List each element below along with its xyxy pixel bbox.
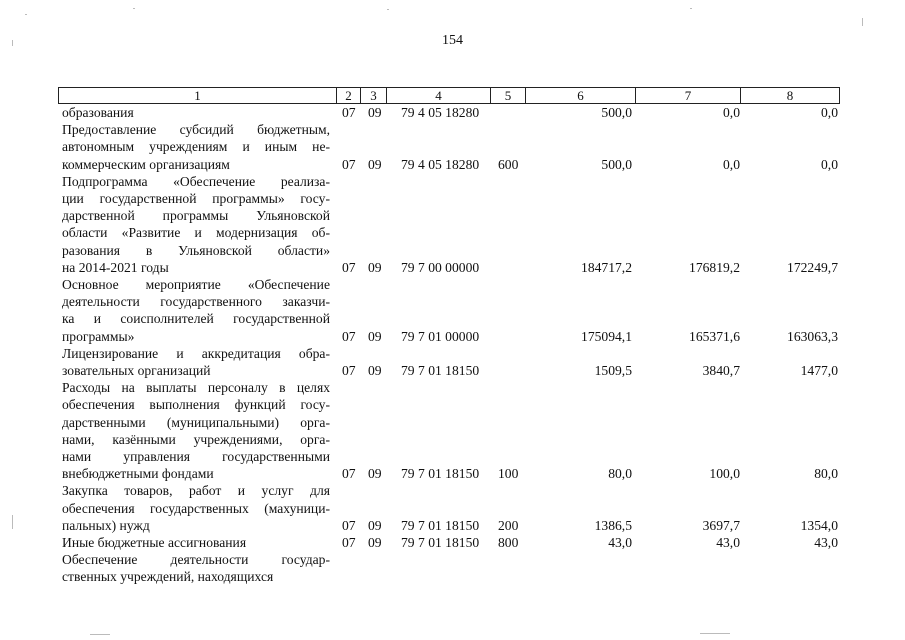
razdel-cell: 07 <box>342 156 356 172</box>
description-line: Иные бюджетные ассигнования <box>62 535 247 550</box>
row-description <box>62 379 330 482</box>
podrazdel-cell: 09 <box>368 466 382 482</box>
row-description <box>62 345 330 379</box>
description-line: области «Развитие и модернизация об- <box>62 225 330 241</box>
csr-cell: 79 7 01 00000 <box>401 328 480 344</box>
razdel-cell: 07 <box>342 363 356 379</box>
amount-2019-cell: 1509,5 <box>594 363 632 379</box>
amount-2020-cell: 0,0 <box>723 156 740 172</box>
amount-2020-cell: 165371,6 <box>689 328 740 344</box>
amount-2021-cell: 0,0 <box>821 156 838 172</box>
csr-cell: 79 7 01 18150 <box>401 363 480 379</box>
amount-2019-cell <box>540 569 632 586</box>
description-line: Основное мероприятие «Обеспечение <box>62 277 330 292</box>
vr-cell: 600 <box>498 156 519 172</box>
csr-cell: 79 7 01 18150 <box>401 517 480 533</box>
amount-2020-cell: 3840,7 <box>702 363 740 379</box>
csr-cell: 79 7 01 18150 <box>401 535 480 551</box>
header-col-6: 6 <box>525 88 635 103</box>
vr-cell <box>498 328 524 345</box>
csr-cell: 79 4 05 18280 <box>401 105 480 121</box>
page-number: 154 <box>442 33 463 48</box>
description-line: ка и соисполнителей государственной <box>62 311 330 327</box>
amount-2021-cell <box>748 569 838 586</box>
description-line: на 2014-2021 годы <box>62 259 169 275</box>
description-line: разования в Ульяновской области» <box>62 242 330 258</box>
amount-2020-cell: 100,0 <box>709 466 740 482</box>
description-line: дарственными (муниципальными) орга- <box>62 414 330 430</box>
description-line: ственных учреждений, находящихся <box>62 569 274 585</box>
csr-cell: 79 7 00 00000 <box>401 259 480 275</box>
vr-cell <box>498 259 524 276</box>
description-line: обеспечения государственных (махуници- <box>62 500 330 516</box>
amount-2021-cell: 80,0 <box>814 466 838 482</box>
csr-cell <box>401 569 493 586</box>
row-description <box>62 276 330 345</box>
vr-cell: 100 <box>498 466 519 482</box>
description-line: зовательных организаций <box>62 362 211 378</box>
razdel-cell: 07 <box>342 328 356 344</box>
amount-2019-cell: 500,0 <box>601 105 632 121</box>
podrazdel-cell <box>368 569 386 586</box>
row-description <box>62 534 330 551</box>
amount-2019-cell: 500,0 <box>601 156 632 172</box>
description-line: ции государственной программы» госу- <box>62 190 330 206</box>
header-col-3: 3 <box>360 88 386 103</box>
description-line: нами, казёнными учреждениями, орга- <box>62 431 330 447</box>
description-line: образования <box>62 105 134 120</box>
vr-cell: 800 <box>498 535 519 551</box>
row-description <box>62 551 330 585</box>
podrazdel-cell: 09 <box>368 363 382 379</box>
description-line: деятельности государственного заказчи- <box>62 294 330 310</box>
description-line: программы» <box>62 328 135 344</box>
razdel-cell: 07 <box>342 517 356 533</box>
razdel-cell: 07 <box>342 105 356 121</box>
header-col-4: 4 <box>386 88 490 103</box>
description-line: Предоставление субсидий бюджетным, <box>62 122 330 138</box>
podrazdel-cell: 09 <box>368 535 382 551</box>
description-line: дарственной программы Ульяновской <box>62 208 330 224</box>
razdel-cell <box>342 569 360 586</box>
amount-2020-cell: 176819,2 <box>689 259 740 275</box>
table-row <box>0 534 905 551</box>
description-line: Подпрограмма «Обеспечение реализа- <box>62 173 330 189</box>
csr-cell: 79 4 05 18280 <box>401 156 480 172</box>
description-line: обеспечения выполнения функций госу- <box>62 397 330 413</box>
amount-2021-cell: 43,0 <box>814 535 838 551</box>
amount-2020-cell: 3697,7 <box>702 517 740 533</box>
description-line: коммерческим организациям <box>62 156 230 172</box>
description-line: внебюджетными фондами <box>62 466 214 482</box>
amount-2020-cell: 0,0 <box>723 105 740 121</box>
header-col-8: 8 <box>740 88 839 103</box>
description-line: пальных) нужд <box>62 517 150 533</box>
description-line: нами управления государственными <box>62 448 330 464</box>
razdel-cell: 07 <box>342 535 356 551</box>
amount-2021-cell: 163063,3 <box>787 328 838 344</box>
table-row <box>0 345 905 379</box>
csr-cell: 79 7 01 18150 <box>401 466 480 482</box>
amount-2019-cell: 80,0 <box>608 466 632 482</box>
podrazdel-cell: 09 <box>368 328 382 344</box>
vr-cell <box>498 104 524 121</box>
description-line: Закупка товаров, работ и услуг для <box>62 483 330 499</box>
vr-cell <box>498 569 524 586</box>
table-row <box>0 379 905 482</box>
description-line: Обеспечение деятельности государ- <box>62 552 330 568</box>
razdel-cell: 07 <box>342 259 356 275</box>
table-row <box>0 551 905 585</box>
table-header <box>58 87 840 104</box>
table-row <box>0 482 905 534</box>
podrazdel-cell: 09 <box>368 105 382 121</box>
amount-2021-cell: 1477,0 <box>800 363 838 379</box>
podrazdel-cell: 09 <box>368 517 382 533</box>
vr-cell <box>498 362 524 379</box>
amount-2019-cell: 43,0 <box>608 535 632 551</box>
table-row <box>0 173 905 276</box>
amount-2020-cell: 43,0 <box>716 535 740 551</box>
vr-cell: 200 <box>498 517 519 533</box>
header-col-5: 5 <box>490 88 525 103</box>
row-description <box>62 482 330 534</box>
podrazdel-cell: 09 <box>368 156 382 172</box>
razdel-cell: 07 <box>342 466 356 482</box>
description-line: Расходы на выплаты персоналу в целях <box>62 380 330 396</box>
description-line: автономным учреждениям и иным не- <box>62 139 330 155</box>
header-col-2: 2 <box>336 88 360 103</box>
amount-2021-cell: 1354,0 <box>800 517 838 533</box>
amount-2021-cell: 0,0 <box>821 105 838 121</box>
header-col-7: 7 <box>635 88 740 103</box>
row-description <box>62 173 330 276</box>
amount-2021-cell: 172249,7 <box>787 259 838 275</box>
amount-2019-cell: 1386,5 <box>594 517 632 533</box>
row-description <box>62 104 330 121</box>
description-line: Лицензирование и аккредитация обра- <box>62 345 330 361</box>
amount-2019-cell: 175094,1 <box>581 328 632 344</box>
podrazdel-cell: 09 <box>368 259 382 275</box>
table-row <box>0 121 905 173</box>
table-row <box>0 276 905 345</box>
header-col-1: 1 <box>194 88 201 103</box>
amount-2019-cell: 184717,2 <box>581 259 632 275</box>
table-row <box>0 104 905 121</box>
amount-2020-cell <box>650 569 740 586</box>
row-description <box>62 121 330 173</box>
